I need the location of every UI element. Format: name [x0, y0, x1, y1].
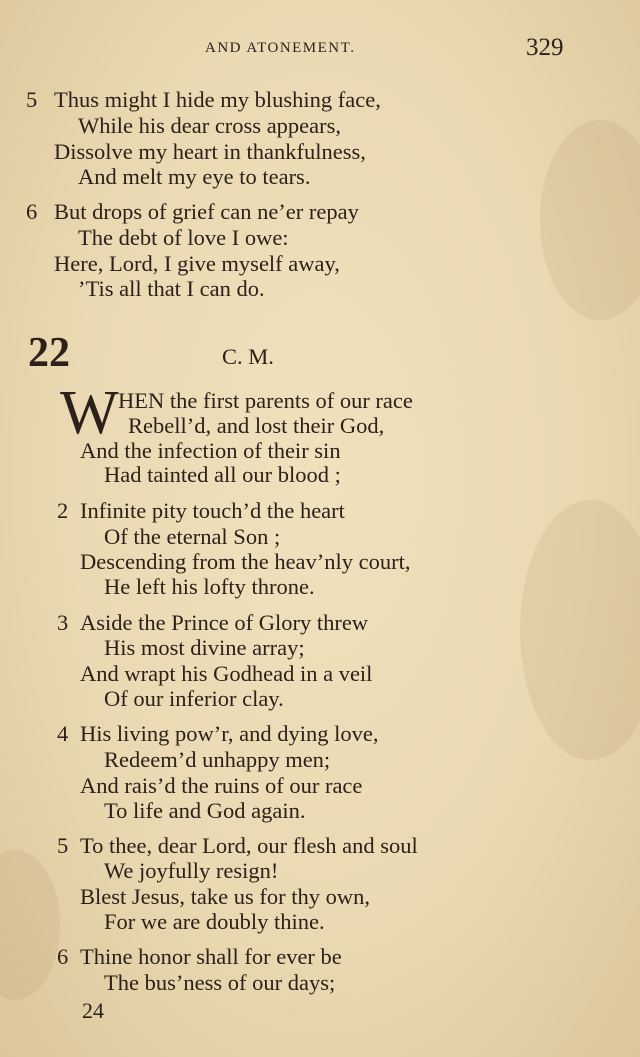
verse-line: Of our inferior clay.	[104, 686, 284, 711]
verse-line: Thine honor shall for ever be	[80, 944, 342, 969]
hymn-meter: C. M.	[222, 344, 274, 369]
hymn-number: 22	[28, 330, 70, 376]
running-head: AND ATONEMENT.	[205, 40, 356, 56]
stanza-number: 3	[57, 610, 69, 635]
page-number: 329	[526, 34, 564, 61]
verse-line: For we are doubly thine.	[104, 909, 325, 934]
verse-line: Infinite pity touch’d the heart	[80, 498, 345, 523]
verse-line: His living pow’r, and dying love,	[80, 721, 379, 746]
verse-line: Dissolve my heart in thankfulness,	[54, 139, 366, 164]
verse-line: And the infection of their sin	[80, 438, 341, 463]
verse-line: To thee, dear Lord, our flesh and soul	[80, 833, 418, 858]
verse-line: HEN the first parents of our race	[118, 388, 413, 413]
stanza-number: 5	[57, 833, 69, 858]
stanza-number: 2	[57, 498, 69, 523]
verse-line: Of the eternal Son ;	[104, 524, 281, 549]
stanza-number: 6	[26, 199, 38, 224]
verse-line: The debt of love I owe:	[78, 225, 289, 250]
paper-stain	[520, 500, 640, 760]
paper-stain	[0, 850, 60, 1000]
verse-line: Thus might I hide my blushing face,	[54, 87, 381, 112]
verse-line: Had tainted all our blood ;	[104, 462, 341, 487]
verse-line: And rais’d the ruins of our race	[80, 773, 363, 798]
verse-line: The bus’ness of our days;	[104, 970, 336, 995]
verse-line: He left his lofty throne.	[104, 574, 315, 599]
verse-line: And wrapt his Godhead in a veil	[80, 661, 373, 686]
verse-line: Blest Jesus, take us for thy own,	[80, 884, 370, 909]
drop-cap: W	[60, 379, 119, 447]
verse-line: While his dear cross appears,	[78, 113, 342, 138]
stanza-number: 4	[57, 721, 69, 746]
verse-line: ’Tis all that I can do.	[78, 276, 265, 301]
signature-mark: 24	[82, 998, 104, 1023]
verse-line: But drops of grief can ne’er repay	[54, 199, 359, 224]
verse-line: Redeem’d unhappy men;	[104, 747, 331, 772]
verse-line: To life and God again.	[104, 798, 306, 823]
verse-line: Here, Lord, I give myself away,	[54, 251, 340, 276]
stanza-number: 5	[26, 87, 38, 112]
paper-stain	[540, 120, 640, 320]
verse-line: Rebell’d, and lost their God,	[128, 413, 385, 438]
verse-line: His most divine array;	[104, 635, 305, 660]
verse-line: Descending from the heav’nly court,	[80, 549, 411, 574]
verse-line: Aside the Prince of Glory threw	[80, 610, 369, 635]
verse-line: And melt my eye to tears.	[78, 164, 311, 189]
verse-line: We joyfully resign!	[104, 858, 279, 883]
stanza-number: 6	[57, 944, 69, 969]
